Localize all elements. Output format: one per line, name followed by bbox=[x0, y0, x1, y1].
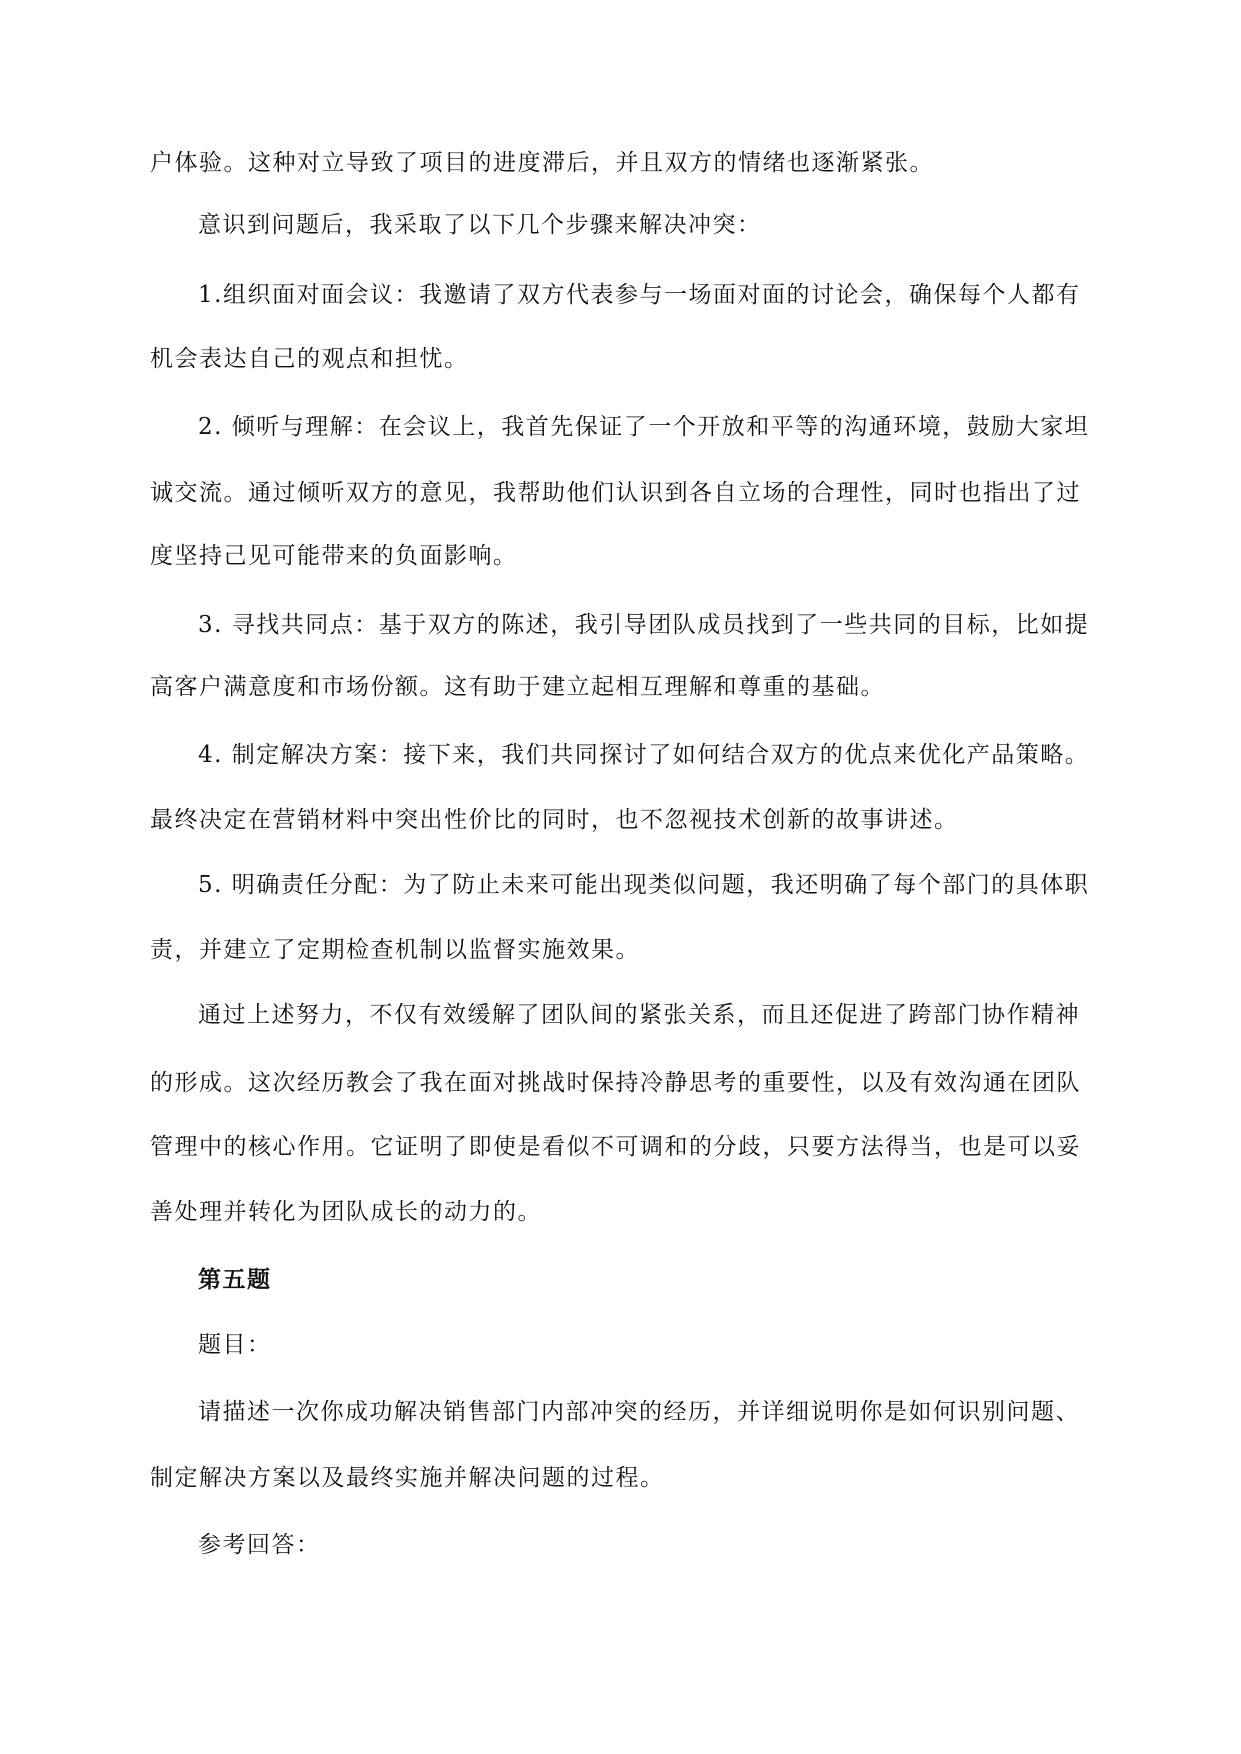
step-2-line: 诚交流。通过倾听双方的意见，我帮助他们认识到各自立场的合理性，同时也指出了过 bbox=[150, 480, 1081, 506]
section-heading: 第五题 bbox=[198, 1266, 272, 1293]
conclusion-line: 管理中的核心作用。它证明了即使是看似不可调和的分歧，只要方法得当，也是可以妥 bbox=[150, 1134, 1081, 1160]
step-5-line: 责，并建立了定期检查机制以监督实施效果。 bbox=[150, 937, 640, 963]
paragraph-line: 户体验。这种对立导致了项目的进度滞后，并且双方的情绪也逐渐紧张。 bbox=[150, 150, 934, 176]
answer-label: 参考回答： bbox=[198, 1532, 321, 1558]
step-5-line: 5. 明确责任分配：为了防止未来可能出现类似问题，我还明确了每个部门的具体职 bbox=[198, 872, 1090, 898]
step-3-line: 3. 寻找共同点：基于双方的陈述，我引导团队成员找到了一些共同的目标，比如提 bbox=[198, 612, 1090, 638]
step-1-line: 机会表达自己的观点和担忧。 bbox=[150, 346, 469, 372]
question-text-line: 制定解决方案以及最终实施并解决问题的过程。 bbox=[150, 1465, 665, 1491]
conclusion-line: 善处理并转化为团队成长的动力的。 bbox=[150, 1199, 542, 1225]
step-4-line: 最终决定在营销材料中突出性价比的同时，也不忽视技术创新的故事讲述。 bbox=[150, 807, 959, 833]
step-3-line: 高客户满意度和市场份额。这有助于建立起相互理解和尊重的基础。 bbox=[150, 674, 885, 700]
question-label: 题目： bbox=[198, 1332, 272, 1358]
question-text-line: 请描述一次你成功解决销售部门内部冲突的经历，并详细说明你是如何识别问题、 bbox=[198, 1399, 1080, 1425]
step-4-line: 4. 制定解决方案：接下来，我们共同探讨了如何结合双方的优点来优化产品策略。 bbox=[198, 742, 1090, 768]
step-1-line: 1.组织面对面会议：我邀请了双方代表参与一场面对面的讨论会，确保每个人都有 bbox=[198, 282, 1081, 308]
conclusion-line: 的形成。这次经历教会了我在面对挑战时保持冷静思考的重要性，以及有效沟通在团队 bbox=[150, 1070, 1081, 1096]
paragraph-line: 意识到问题后，我采取了以下几个步骤来解决冲突： bbox=[198, 212, 762, 238]
step-2-line: 2. 倾听与理解：在会议上，我首先保证了一个开放和平等的沟通环境，鼓励大家坦 bbox=[198, 414, 1090, 440]
conclusion-line: 通过上述努力，不仅有效缓解了团队间的紧张关系，而且还促进了跨部门协作精神 bbox=[198, 1002, 1080, 1028]
step-2-line: 度坚持己见可能带来的负面影响。 bbox=[150, 543, 518, 569]
